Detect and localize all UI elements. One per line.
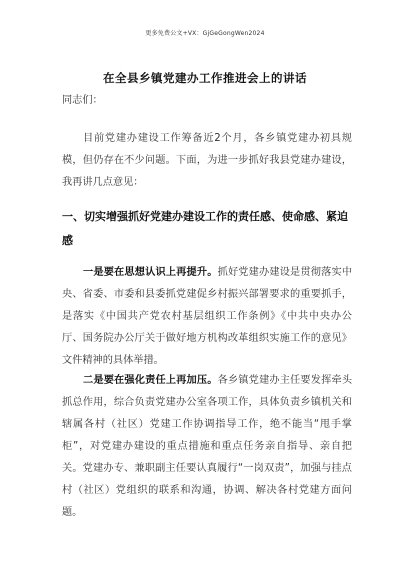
intro-text: 目前党建办建设工作筹备近2个月，各乡镇党建办初具规模，但仍存在不少问题。下面，为进一步抓好我县党建办建设，我再讲几点意见：: [62, 133, 352, 188]
salutation: 同志们：: [62, 95, 103, 106]
point-lead-2: 二是要在强化责任上再加压。: [83, 375, 218, 386]
point-text-1: 抓好党建办建设是贯彻落实中央、省委、市委和县委抓党建促乡村振兴部署要求的重要抓手，是落实《中国共产党农村基层组织工作条例》《中共中央办公厅、国务院办公厅关于做好地方机构改革组织实施工作的意见》文件精神的具体举措。: [62, 267, 353, 366]
point-paragraph-2: [62, 370, 352, 524]
document-title: 在全县乡镇党建办工作推进会上的讲话: [103, 71, 307, 85]
page-header-note: 更多免费公文+VX：GjGeGongWen2024: [145, 30, 265, 37]
intro-paragraph: [62, 128, 352, 194]
point-lead-1: 一是要在思想认识上再提升。: [83, 267, 218, 278]
point-text-2: 各乡镇党建办主任要发挥牵头抓总作用，综合负责党建办公室各项工作，具体负责乡镇机关和辖属各村（社区）党建工作协调指导工作，绝不能当“甩手掌柜”，对党建办建设的重点措施和重点任务亲自指导、亲自把关。党建办专、兼职副主任要认真履行“一岗双责”，加强与挂点村（社区）党组织的联系和沟通，协调、解决各村党建方面问题。: [62, 375, 353, 518]
point-paragraph-1: [62, 262, 352, 372]
section-heading: 一、切实增强抓好党建办建设工作的责任感、使命感、紧迫感: [62, 210, 348, 247]
